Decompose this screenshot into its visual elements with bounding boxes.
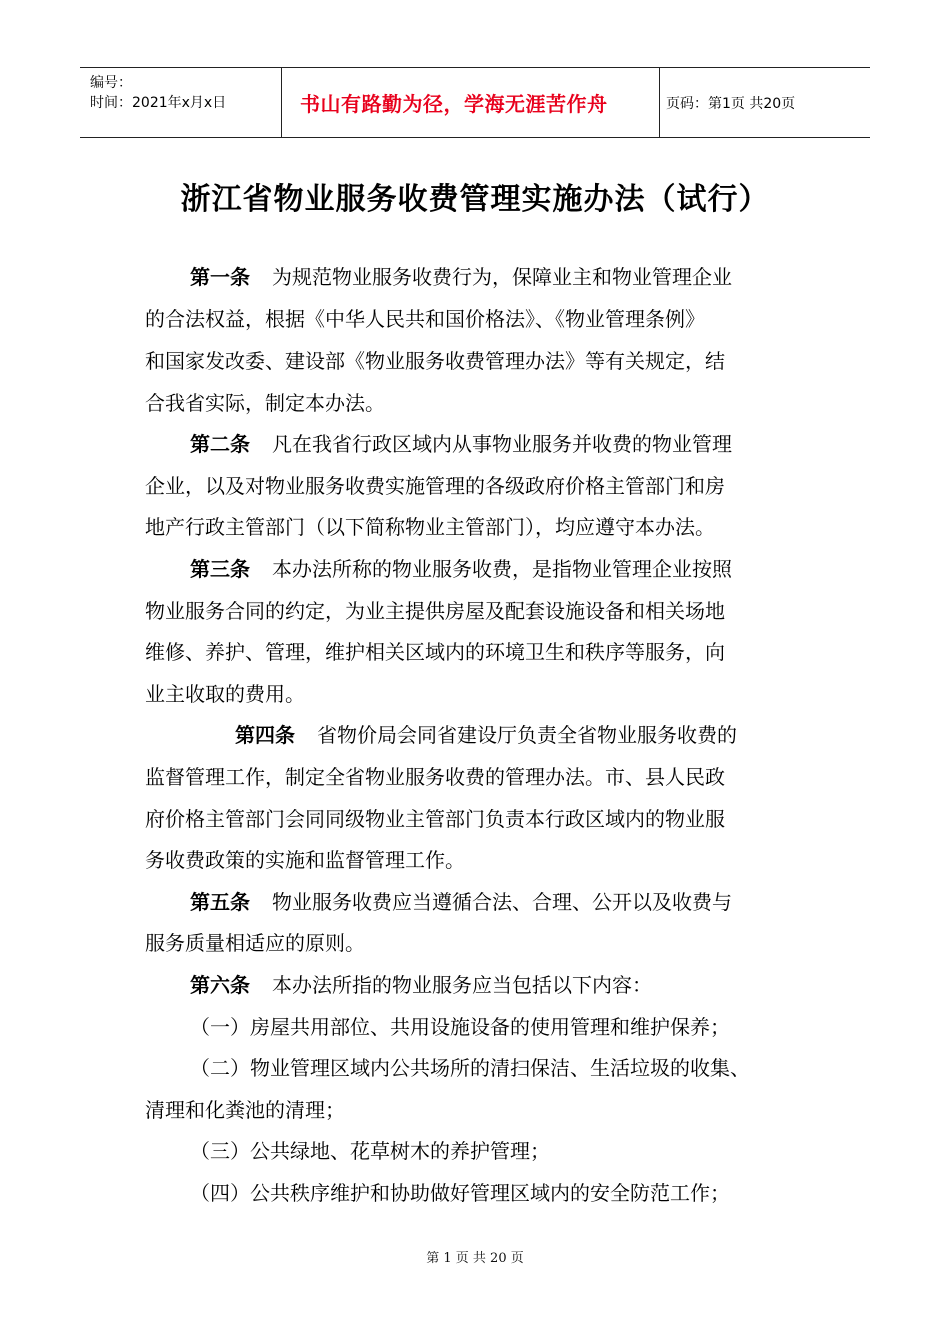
article-number: 第六条 <box>190 973 250 997</box>
motto-text: 书山有路勤为径，学海无涯苦作舟 <box>300 92 608 116</box>
date-label: 时间：2021年x月x日 <box>90 95 227 111</box>
body-line <box>145 1096 345 1124</box>
body-line <box>235 721 737 749</box>
page-footer: 第 1 页 共 20 页 <box>426 1251 524 1266</box>
line-text: 务收费政策的实施和监督管理工作。 <box>145 848 465 872</box>
body-line <box>145 305 705 333</box>
article-number: 第五条 <box>190 890 250 914</box>
line-text: 地产行政主管部门（以下简称物业主管部门），均应遵守本办法。 <box>145 515 715 539</box>
line-text: （四）公共秩序维护和协助做好管理区域内的安全防范工作； <box>190 1181 730 1205</box>
header-page-cell <box>660 68 870 137</box>
body-line <box>190 1013 730 1041</box>
body-line <box>190 555 732 583</box>
document-title: 浙江省物业服务收费管理实施办法（试行） <box>180 182 770 217</box>
body-line <box>190 263 732 291</box>
line-text: （二）物业管理区域内公共场所的清扫保洁、生活垃圾的收集、 <box>190 1056 750 1080</box>
line-text: 物业服务收费应当遵循合法、合理、公开以及收费与 <box>272 890 732 914</box>
line-text: 本办法所称的物业服务收费，是指物业管理企业按照 <box>272 557 732 581</box>
line-text: 合我省实际，制定本办法。 <box>145 391 385 415</box>
line-text: 企业，以及对物业服务收费实施管理的各级政府价格主管部门和房 <box>145 474 725 498</box>
body-line <box>190 430 732 458</box>
body-line <box>145 763 725 791</box>
body-line <box>190 1179 730 1207</box>
header-meta <box>80 68 282 137</box>
body-line <box>145 846 465 874</box>
line-text: 的合法权益，根据《中华人民共和国价格法》、《物业管理条例》 <box>145 307 705 331</box>
line-text: 服务质量相适应的原则。 <box>145 931 365 955</box>
article-number: 第二条 <box>190 432 250 456</box>
line-text: （三）公共绿地、花草树木的养护管理； <box>190 1139 550 1163</box>
body-line <box>190 888 732 916</box>
body-line <box>145 805 725 833</box>
line-text: 和国家发改委、建设部《物业服务收费管理办法》等有关规定，结 <box>145 349 725 373</box>
line-text: 维修、养护、管理，维护相关区域内的环境卫生和秩序等服务，向 <box>145 640 725 664</box>
body-line <box>145 472 725 500</box>
body-line <box>145 680 305 708</box>
body-line <box>190 1137 550 1165</box>
body-line <box>145 347 725 375</box>
line-text: 本办法所指的物业服务应当包括以下内容： <box>272 973 652 997</box>
serial-label: 编号： <box>90 75 132 91</box>
body-line <box>145 513 715 541</box>
line-text: （一）房屋共用部位、共用设施设备的使用管理和维护保养； <box>190 1015 730 1039</box>
line-text: 物业服务合同的约定，为业主提供房屋及配套设施设备和相关场地 <box>145 599 725 623</box>
line-text: 省物价局会同省建设厅负责全省物业服务收费的 <box>317 723 737 747</box>
body-line <box>145 389 385 417</box>
article-number: 第四条 <box>235 723 295 747</box>
line-text: 监督管理工作，制定全省物业服务收费的管理办法。市、县人民政 <box>145 765 725 789</box>
body-line <box>145 638 725 666</box>
line-text: 业主收取的费用。 <box>145 682 305 706</box>
line-text: 清理和化粪池的清理； <box>145 1098 345 1122</box>
body-line <box>145 929 365 957</box>
article-number: 第一条 <box>190 265 250 289</box>
document-header <box>80 67 870 138</box>
body-line <box>190 971 652 999</box>
line-text: 凡在我省行政区域内从事物业服务并收费的物业管理 <box>272 432 732 456</box>
header-motto-cell <box>282 68 660 137</box>
page-info: 页码：第1页 共20页 <box>666 95 796 112</box>
line-text: 为规范物业服务收费行为，保障业主和物业管理企业 <box>272 265 732 289</box>
body-line <box>190 1054 750 1082</box>
article-number: 第三条 <box>190 557 250 581</box>
body-line <box>145 597 725 625</box>
line-text: 府价格主管部门会同同级物业主管部门负责本行政区域内的物业服 <box>145 807 725 831</box>
